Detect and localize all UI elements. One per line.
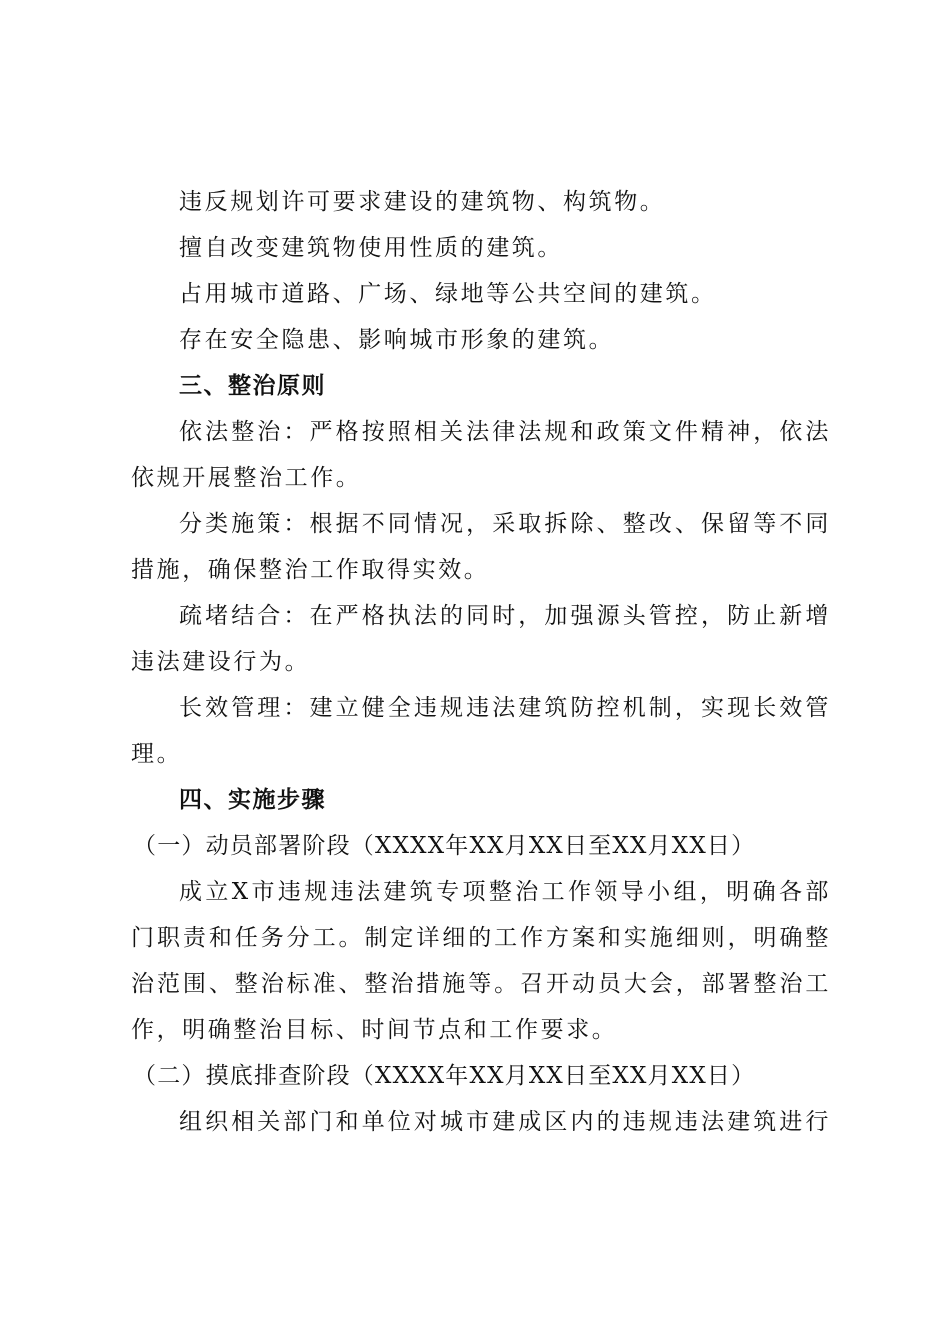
list-item-public-space: 占用城市道路、广场、绿地等公共空间的建筑。: [179, 281, 717, 307]
section-heading-steps: 四、实施步骤: [179, 787, 326, 813]
mobilization-para-line-4: 作，明确整治目标、时间节点和工作要求。: [131, 1017, 618, 1043]
principle-classified-line-1: 分类施策：根据不同情况，采取拆除、整改、保留等不同: [179, 511, 831, 537]
principle-combined-line-2: 违法建设行为。: [131, 649, 311, 675]
stage-heading-survey: （二）摸底排查阶段（XXXX年XX月XX日至XX月XX日）: [133, 1063, 756, 1089]
mobilization-para-line-2: 门职责和任务分工。制定详细的工作方案和实施细则，明确整: [131, 925, 831, 951]
list-item-planning-violation: 违反规划许可要求建设的建筑物、构筑物。: [179, 189, 666, 215]
document-body: [131, 179, 831, 1145]
principle-longterm-line-2: 理。: [131, 741, 183, 767]
stage-heading-mobilization: （一）动员部署阶段（XXXX年XX月XX日至XX月XX日）: [133, 833, 756, 859]
survey-para-line-1: 组织相关部门和单位对城市建成区内的违规违法建筑进行: [179, 1109, 831, 1135]
section-heading-principles: 三、整治原则: [179, 373, 326, 399]
principle-combined-line-1: 疏堵结合：在严格执法的同时，加强源头管控，防止新增: [179, 603, 831, 629]
principle-longterm-line-1: 长效管理：建立健全违规违法建筑防控机制，实现长效管: [179, 695, 831, 721]
list-item-use-change: 擅自改变建筑物使用性质的建筑。: [179, 235, 563, 261]
mobilization-para-line-3: 治范围、整治标准、整治措施等。召开动员大会，部署整治工: [131, 971, 831, 997]
principle-classified-line-2: 措施，确保整治工作取得实效。: [131, 557, 490, 583]
list-item-safety-hazard: 存在安全隐患、影响城市形象的建筑。: [179, 327, 615, 353]
mobilization-para-line-1: 成立X市违规违法建筑专项整治工作领导小组，明确各部: [179, 879, 831, 905]
principle-lawful-line-1: 依法整治：严格按照相关法律法规和政策文件精神，依法: [179, 419, 831, 445]
principle-lawful-line-2: 依规开展整治工作。: [131, 465, 362, 491]
